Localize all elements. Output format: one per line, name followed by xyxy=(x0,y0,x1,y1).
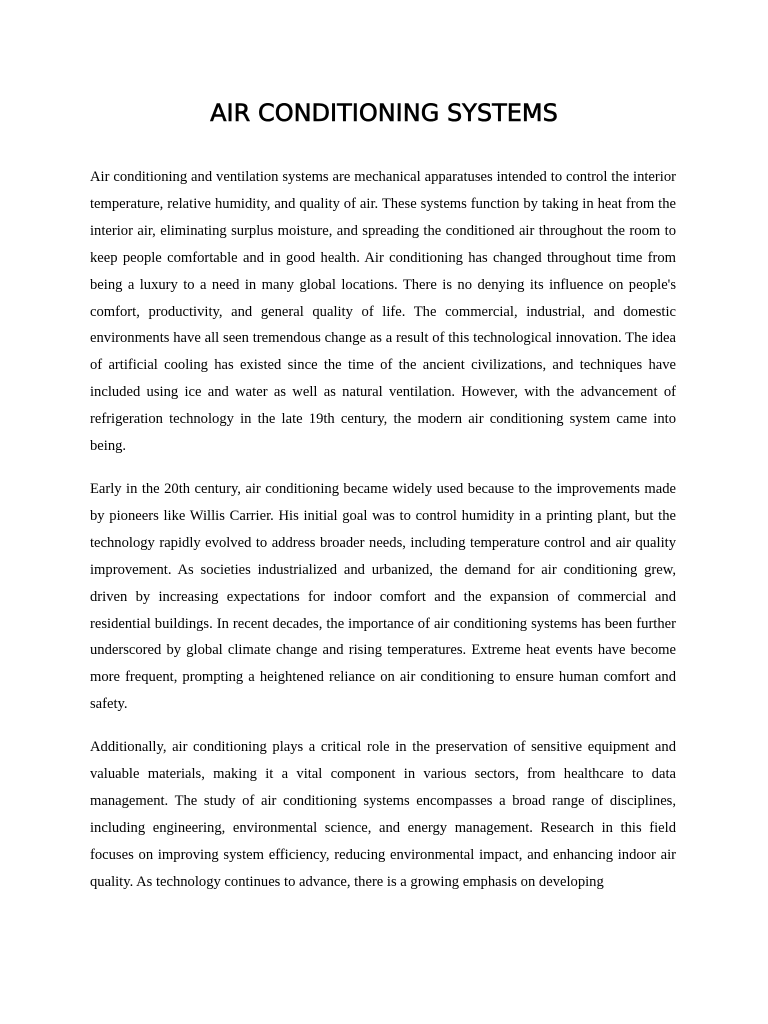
paragraph: Additionally, air conditioning plays a critical role in the preservation of sensitive equipment and valuable materials, making it a vital component in various sectors, from healthcare to data management. The study of air conditioning systems encompasses a broad range of disciplines, including engineering, environmental science, and energy management. Research in this field focuses on improving system efficiency, reducing environmental impact, and enhancing indoor air quality. As technology continues to advance, there is a growing emphasis on developing xyxy=(90,739,676,890)
document-title: AIR CONDITIONING SYSTEMS xyxy=(210,99,558,127)
paragraph: Air conditioning and ventilation systems are mechanical apparatuses intended to control the interior temperature, relative humidity, and quality of air. These systems function by taking in heat from the interior air, eliminating surplus moisture, and spreading the conditioned air throughout the room to keep people comfortable and in good health. Air conditioning has changed throughout time from being a luxury to a need in many global locations. There is no denying its influence on people's comfort, productivity, and general quality of life. The commercial, industrial, and domestic environments have all seen tremendous change as a result of this technological innovation. The idea of artificial cooling has existed since the time of the ancient civilizations, and techniques have included using ice and water as well as natural ventilation. However, with the advancement of refrigeration technology in the late 19th century, the modern air conditioning system came into being. xyxy=(90,169,676,455)
paragraph: Early in the 20th century, air conditioning became widely used because to the improvements made by pioneers like Willis Carrier. His initial goal was to control humidity in a printing plant, but the technology rapidly evolved to address broader needs, including temperature control and air quality improvement. As societies industrialized and urbanized, the demand for air conditioning grew, driven by increasing expectations for indoor comfort and the expansion of commercial and residential buildings. In recent decades, the importance of air conditioning systems has been further underscored by global climate change and rising temperatures. Extreme heat events have become more frequent, prompting a heightened reliance on air conditioning to ensure human comfort and safety. xyxy=(90,481,676,713)
